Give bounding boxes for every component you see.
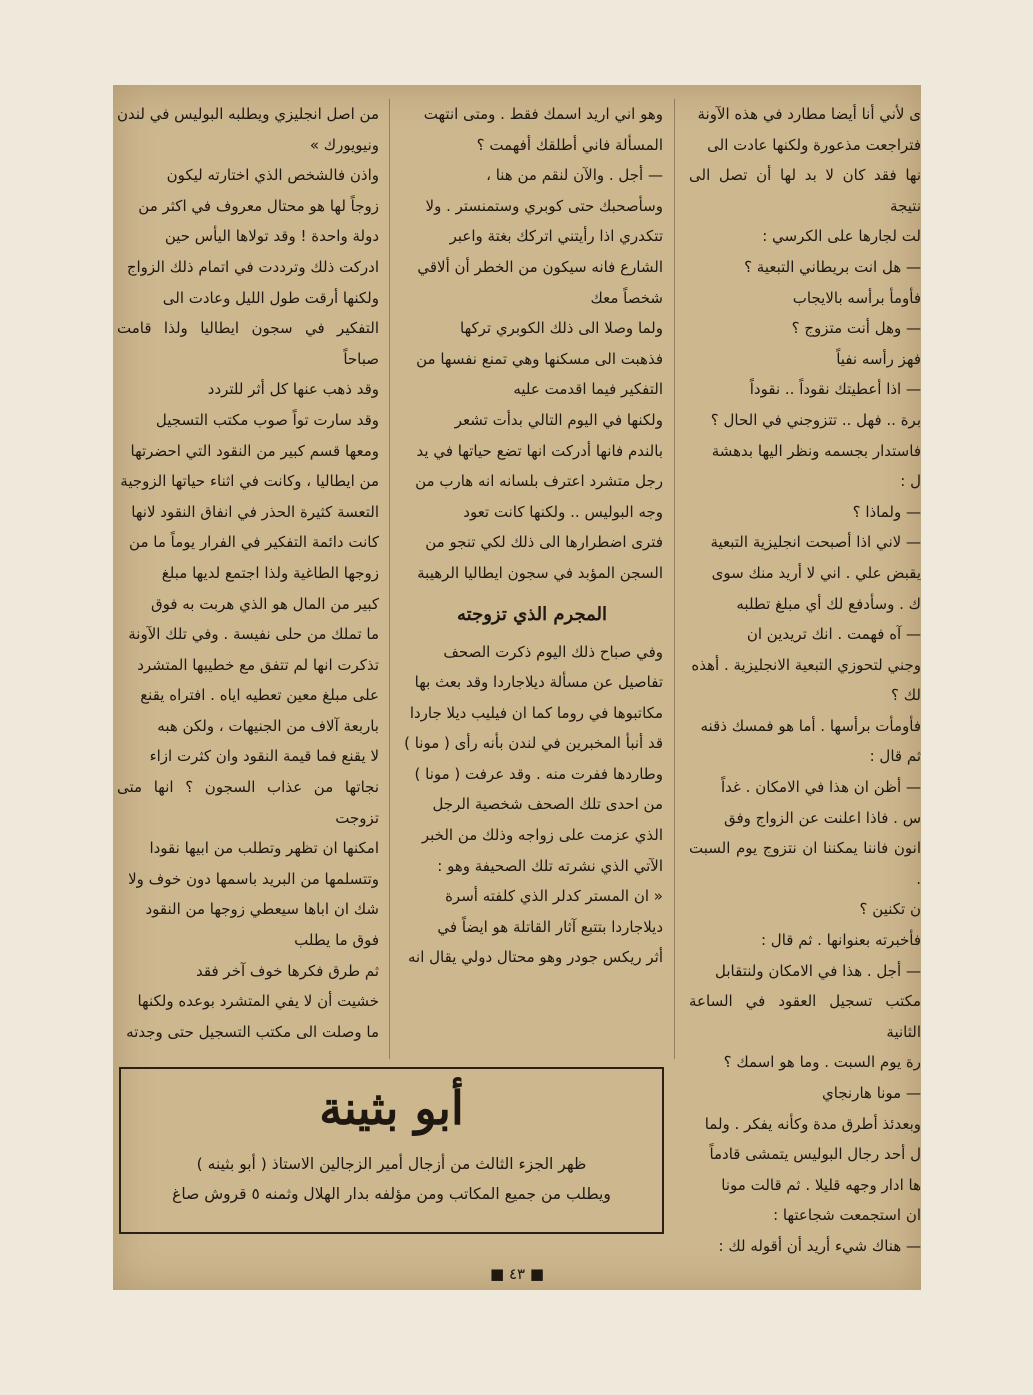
text-line: تذكرت انها لم تتفق مع خطيبها المتشرد <box>137 655 379 674</box>
text-line: خشيت أن لا يفي المتشرد بوعده ولكنها <box>137 992 379 1011</box>
text-line: بالندم فانها أدركت انها تضع حياتها في يد <box>416 441 663 460</box>
ad-title: أبو بثينة <box>319 1081 464 1135</box>
text-line: ولكنها في اليوم التالي بدأت تشعر <box>454 410 663 429</box>
text-line: يقبض علي . اني لا أريد منك سوى <box>711 563 921 582</box>
text-line: وهو اني اريد اسمك فقط . ومتى انتهت <box>423 105 663 123</box>
text-line: — هناك شيء أريد أن أقوله لك : <box>718 1236 921 1255</box>
text-line: رجل متشرد اعترف بلسانه انه هارب من <box>415 472 663 491</box>
text-line: التفكير في سجون ايطاليا ولذا قامت صباحاً <box>117 319 379 368</box>
text-line: واذن فالشخص الذي اختارته ليكون <box>166 166 379 185</box>
text-line: — أجل . والآن لنقم من هنا ، <box>486 166 663 185</box>
text-line: زوجاً لها هو محتال معروف في اكثر من <box>138 196 379 215</box>
text-line: فذهبت الى مسكنها وهي تمنع نفسها من <box>416 349 663 368</box>
column-divider <box>389 99 390 1059</box>
text-line: — وهل أنت متزوج ؟ <box>791 319 921 338</box>
text-line: تفاصيل عن مسألة ديلاجاردا وقد بعث بها <box>414 673 663 692</box>
text-line: — أجل . هذا في الامكان ولنتقابل <box>715 961 921 980</box>
text-line: ى لأني أنا أيضا مطارد في هذه الآونة <box>697 105 921 123</box>
text-line: نجاتها من عذاب السجون ؟ انها متى تزوجت <box>117 778 379 827</box>
text-line: ومعها قسم كبير من النقود التي احضرتها <box>130 441 379 460</box>
text-line: — هل انت بريطاني التبعية ؟ <box>744 257 921 276</box>
text-line: فترى اضطرارها الى ذلك لكي تنجو من <box>425 533 663 552</box>
text-line: من احدى تلك الصحف شخصية الرجل <box>432 795 663 814</box>
text-line: ونيويورك » <box>309 135 379 154</box>
text-line: انون فاننا يمكننا ان نتزوج يوم السبت . <box>689 839 921 888</box>
text-line: ديلاجاردا بتتبع آثار القاتلة هو ايضاً في <box>437 917 663 936</box>
text-line: — لاني اذا أصبحت انجليزية التبعية <box>710 533 921 552</box>
text-line: ما تملك من حلى نفيسة . وفي تلك الآونة <box>128 625 379 644</box>
text-line: وطاردها ففرت منه . وقد عرفت ( مونا ) <box>414 764 663 783</box>
text-line: ان استجمعت شجاعتها : <box>773 1206 921 1225</box>
text-line: المسألة فاني أطلقك أفهمت ؟ <box>476 135 663 154</box>
text-line: ل أحد رجال البوليس يتمشى قادماً <box>709 1145 921 1164</box>
text-line: وفي صباح ذلك اليوم ذكرت الصحف <box>443 642 663 661</box>
text-line: ولما وصلا الى ذلك الكوبري تركها <box>460 319 663 338</box>
text-line: فهز رأسه نفياً <box>836 349 921 368</box>
text-line: « ان المستر كدلر الذي كلفته أسرة <box>445 887 663 906</box>
text-line: وتتسلمها من البريد باسمها دون خوف ولا <box>128 869 379 888</box>
magazine-page <box>113 85 921 1290</box>
text-line: الآتي الذي نشرته تلك الصحيفة وهو : <box>437 856 663 875</box>
text-line: السجن المؤبد في سجون ايطاليا الرهيبة <box>417 563 663 582</box>
text-line: ثم قال : <box>869 747 921 766</box>
text-line: وقد سارت تواً صوب مكتب التسجيل <box>155 410 379 429</box>
column-middle <box>401 99 663 973</box>
text-line: — اذا أعطيتك نقوداً .. نقوداً <box>749 380 921 399</box>
text-line: برة .. فهل .. تتزوجني في الحال ؟ <box>710 410 921 429</box>
text-line: — مونا هارنجاي <box>822 1084 921 1102</box>
text-line: شخصاً معك <box>590 288 663 307</box>
text-line: تتكدري اذا رأيتني اتركك بغتة واعبر <box>449 227 663 246</box>
column-divider <box>674 99 675 1059</box>
text-line: وجني لتحوزي التبعية الانجليزية . أهذه <box>691 655 921 674</box>
page-number: ■ ٤٣ ■ <box>489 1265 545 1283</box>
text-line: أثر ريكس جودر وهو محتال دولي يقال انه <box>408 948 663 967</box>
section-heading: المجرم الذي تزوجته <box>457 603 607 625</box>
text-line: وبعدئذ أطرق مدة وكأنه يفكر . ولما <box>704 1114 921 1133</box>
text-line: دولة واحدة ! وقد تولاها اليأس حين <box>164 227 379 246</box>
text-line: التفكير فيما اقدمت عليه <box>513 380 663 399</box>
text-line: ل : <box>900 472 921 491</box>
text-line: مكاتبوها في روما كما ان فيليب ديلا جاردا <box>409 703 663 722</box>
column-right <box>689 99 921 1262</box>
text-line: فوق ما يطلب <box>294 931 379 950</box>
text-line: ن تكنين ؟ <box>859 900 921 919</box>
column-middle-bottom <box>401 637 663 974</box>
text-line: على مبلغ معين تعطيه اياه . افتراه يقنع <box>140 686 379 705</box>
text-line: ها ادار وجهه قليلا . ثم قالت مونا <box>721 1175 921 1194</box>
text-line: من ايطاليا ، وكانت في اثناء حياتها الزوجية <box>120 472 379 491</box>
text-line: مكتب تسجيل العقود في الساعة الثانية <box>689 992 921 1041</box>
column-middle-top <box>401 99 663 589</box>
text-line: الذي عزمت على زواجه وذلك من الخبر <box>421 826 663 845</box>
ad-line-2: ويطلب من جميع المكاتب ومن مؤلفه بدار الهلال وثمنه ٥ قروش صاغ <box>172 1185 611 1203</box>
text-line: فاستدار بجسمه ونظر اليها بدهشة <box>711 441 921 460</box>
text-line: نها فقد كان لا بد لها أن تصل الى نتيجة <box>689 166 921 215</box>
ad-line-1: ظهر الجزء الثالث من أزجال أمير الزجالين الاستاذ ( أبو بثينه ) <box>196 1155 587 1173</box>
text-line: — آه فهمت . انك تريدين ان <box>746 625 921 644</box>
text-line: ما وصلت الى مكتب التسجيل حتى وجدته <box>126 1022 379 1041</box>
text-line: الشارع فانه سيكون من الخطر أن ألاقي <box>417 257 663 276</box>
text-line: وسأصحبك حتى كوبري وستمنستر . ولا <box>425 196 663 215</box>
text-line: فأومأ برأسه بالايجاب <box>792 288 921 307</box>
column-left <box>117 99 379 1047</box>
text-line: وجه البوليس .. ولكنها كانت تعود <box>463 502 663 521</box>
text-line: ثم طرق فكرها خوف آخر فقد <box>196 961 379 980</box>
text-line: لت لجارها على الكرسي : <box>762 227 921 246</box>
text-line: س . فاذا اعلنت عن الزواج وفق <box>723 808 921 827</box>
text-line: لك ؟ <box>891 686 921 705</box>
text-line: — ولماذا ؟ <box>852 502 921 521</box>
text-line: قد أنبأ المخبرين في لندن بأنه رأى ( مونا ) <box>404 734 663 753</box>
text-line: فتراجعت مذعورة ولكنها عادت الى <box>707 135 921 154</box>
text-line: رة يوم السبت . وما هو اسمك ؟ <box>723 1053 921 1072</box>
text-line: باربعة آلاف من الجنيهات ، ولكن هبه <box>157 716 379 735</box>
text-line: زوجها الطاغية ولذا اجتمع لديها مبلغ <box>161 563 379 582</box>
text-line: التعسة كثيرة الحذر في انفاق النقود لانها <box>131 502 379 521</box>
advertisement-box <box>119 1067 664 1234</box>
text-line: فأخبرته بعنوانها . ثم قال : <box>760 931 921 950</box>
text-line: لا يقنع فما قيمة النقود وان كثرت ازاء <box>149 747 379 766</box>
text-line: كبير من المال هو الذي هربت به فوق <box>150 594 379 613</box>
text-line: ولكنها أرقت طول الليل وعادت الى <box>162 288 379 307</box>
text-line: ك . وسأدفع لك أي مبلغ تطلبه <box>736 594 921 613</box>
text-line: فأومأت برأسها . أما هو فمسك ذقنه <box>700 716 921 735</box>
text-line: ادركت ذلك وترددت في اتمام ذلك الزواج <box>126 257 379 276</box>
text-line: امكنها ان تظهر وتطلب من ابيها نقودا <box>149 839 379 858</box>
text-line: شك ان اباها سيعطي زوجها من النقود <box>145 900 379 919</box>
text-line: — أظن ان هذا في الامكان . غداً <box>721 778 921 797</box>
text-line: من اصل انجليزي ويطلبه البوليس في لندن <box>116 105 379 123</box>
text-line: كانت دائمة التفكير في الفرار يوماً ما من <box>129 533 379 552</box>
text-line: وقد ذهب عنها كل أثر للتردد <box>207 380 379 399</box>
